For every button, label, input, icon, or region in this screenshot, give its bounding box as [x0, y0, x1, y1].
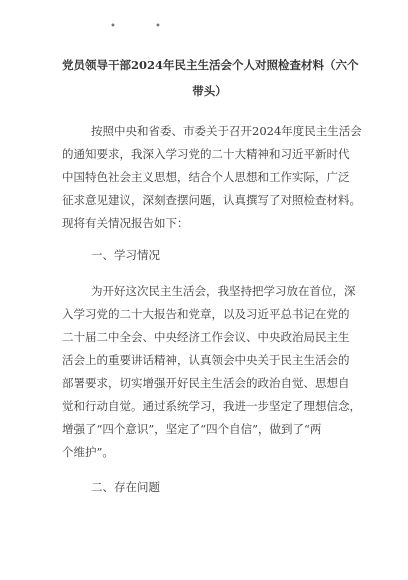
section-heading-study: 一、学习情况 [91, 248, 160, 262]
title-line-2: 带头） [192, 84, 227, 98]
section1-line-2: 入学习党的二十大报告和党章，以及习近平总书记在党的 [62, 307, 350, 321]
section1-line-5: 部署要求，切实增强开好民主生活会的政治自觉、思想自 [62, 376, 350, 390]
intro-line-4: 征求意见建议，深刻查摆问题，认真撰写了对照检查材料。 [62, 193, 361, 207]
section1-line-6: 觉和行动自觉。通过系统学习，我进一步坚定了理想信念， [62, 399, 361, 413]
section1-line-1: 为开好这次民主生活会，我坚持把学习放在首位，深 [91, 284, 356, 298]
intro-line-1: 按照中央和省委、市委关于召开2024年度民主生活会 [91, 124, 362, 138]
section1-line-7: 增强了“四个意识”，坚定了“四个自信”，做到了“两 [62, 422, 322, 436]
title-line-1: 党员领导干部2024年民主生活会个人对照检查材料（六个 [62, 58, 359, 72]
dot-mark: • [155, 21, 161, 32]
intro-line-5: 现将有关情况报告如下： [62, 216, 189, 230]
section1-line-3: 二十届二中全会、中央经济工作会议、中央政治局民主生 [62, 330, 350, 344]
section1-line-8: 个维护”。 [62, 445, 114, 459]
intro-line-3: 中国特色社会主义思想，结合个人思想和工作实际，广泛 [62, 170, 350, 184]
document-title [62, 52, 357, 104]
section-heading-problems: 二、存在问题 [91, 480, 160, 494]
section1-line-4: 活会上的重要讲话精神，认真领会中央关于民主生活会的 [62, 353, 350, 367]
intro-line-2: 的通知要求，我深入学习党的二十大精神和习近平新时代 [62, 147, 350, 161]
header-dots [0, 22, 408, 32]
dot-mark: • [110, 21, 116, 32]
